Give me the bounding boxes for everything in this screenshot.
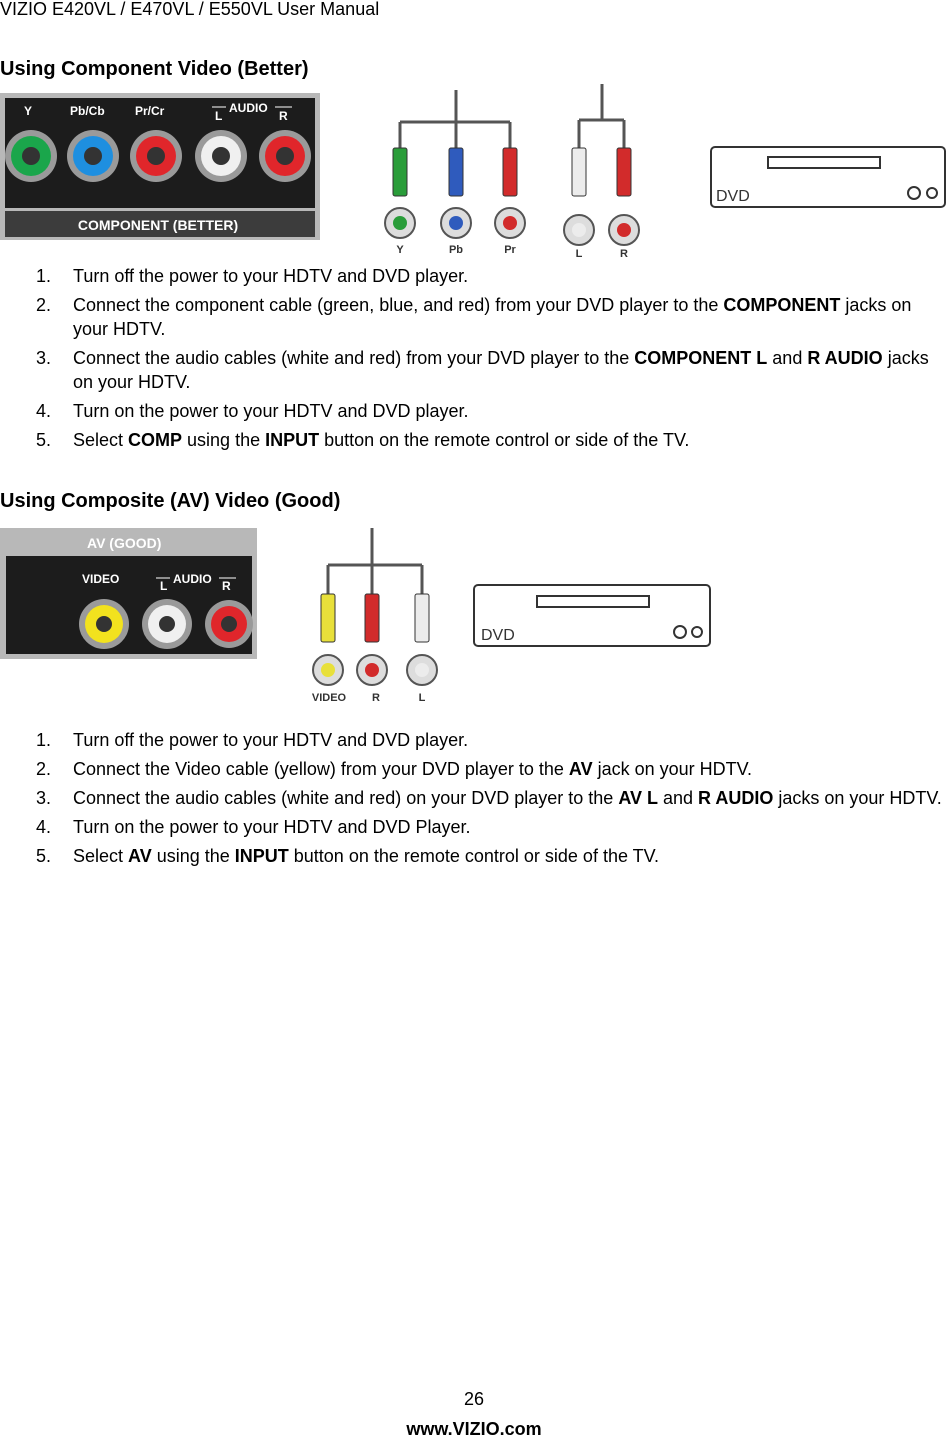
dvd-label: DVD <box>716 188 750 205</box>
component-cable-illustration <box>370 84 660 260</box>
step-text: Connect the component cable (green, blue, and red) from your DVD player to the <box>73 295 724 315</box>
step-text: Select <box>73 430 129 450</box>
step-emphasis: COMPONENT L <box>634 348 768 368</box>
step-number: 3. <box>36 348 52 368</box>
component-plug-audio-l <box>564 148 594 245</box>
cable-label-av-l: L <box>418 692 426 704</box>
cable-label-video: VIDEO <box>311 692 347 704</box>
panel-label-av-audio: AUDIO <box>173 572 212 586</box>
component-jack-y <box>5 130 57 182</box>
component-jack-audio-r <box>259 130 311 182</box>
step-emphasis: AV <box>568 759 593 779</box>
step-number: 1. <box>36 730 52 750</box>
panel-label-video: VIDEO <box>82 572 120 586</box>
dvd-button <box>908 187 920 199</box>
step-text: button on the remote control or side of the TV. <box>288 846 659 866</box>
av-jack-audio-l <box>142 599 192 649</box>
cable-label-av-r: R <box>372 692 380 704</box>
step-item <box>0 757 948 781</box>
panel-label-prcr: Pr/Cr <box>135 104 165 118</box>
step-text: Turn on the power to your HDTV and DVD Player. <box>73 817 471 837</box>
dvd-button <box>692 627 702 637</box>
step-text: using the <box>151 846 235 866</box>
step-text: jacks on your HDTV. <box>773 788 942 808</box>
step-text: Connect the audio cables (white and red) from your DVD player to the <box>73 348 635 368</box>
step-text: Connect the Video cable (yellow) from your DVD player to the <box>73 759 569 779</box>
step-text: and <box>657 788 699 808</box>
dvd-button <box>927 188 937 198</box>
component-plug-y <box>385 148 415 238</box>
step-emphasis: AV <box>128 846 152 866</box>
av-jack-video <box>79 599 129 649</box>
step-item <box>0 728 948 752</box>
step-item <box>0 346 948 394</box>
step-text: and <box>767 348 808 368</box>
av-panel-header: AV (GOOD) <box>87 535 162 551</box>
component-jack-audio-l <box>195 130 247 182</box>
footer-website: www.VIZIO.com <box>406 1419 542 1439</box>
panel-label-audio-r: R <box>279 109 288 123</box>
step-text: Select <box>73 846 129 866</box>
step-emphasis: R AUDIO <box>807 348 883 368</box>
panel-label-audio: AUDIO <box>229 101 268 115</box>
component-panel-illustration <box>0 93 320 240</box>
composite-plug-video <box>313 594 343 685</box>
component-section-title: Using Component Video (Better) <box>0 58 309 80</box>
step-item <box>0 399 948 423</box>
step-emphasis: INPUT <box>265 430 320 450</box>
step-number: 2. <box>36 759 52 779</box>
panel-label-pbcb: Pb/Cb <box>70 104 105 118</box>
manual-header: VIZIO E420VL / E470VL / E550VL User Manual <box>0 0 380 19</box>
component-plug-pr <box>495 148 525 238</box>
composite-plug-audio-r <box>357 594 387 685</box>
step-emphasis: INPUT <box>234 846 289 866</box>
step-text: using the <box>182 430 266 450</box>
av-jack-audio-r <box>205 600 253 648</box>
step-item <box>0 264 948 288</box>
cable-label-r: R <box>620 248 628 260</box>
step-number: 4. <box>36 817 52 837</box>
step-item <box>0 428 948 452</box>
step-number: 1. <box>36 266 52 286</box>
step-text: Connect the audio cables (white and red) on your DVD player to the <box>73 788 619 808</box>
step-text: Turn off the power to your HDTV and DVD player. <box>73 730 469 750</box>
step-item <box>0 786 948 810</box>
component-jack-pr <box>130 130 182 182</box>
component-dvd-player <box>710 146 946 208</box>
step-text: Turn off the power to your HDTV and DVD player. <box>73 266 469 286</box>
step-emphasis: R AUDIO <box>698 788 774 808</box>
step-text: jack on your HDTV. <box>592 759 752 779</box>
step-item <box>0 844 948 868</box>
cable-label-pr: Pr <box>504 244 516 256</box>
panel-label-av-r: R <box>222 579 231 593</box>
dvd-button <box>674 626 686 638</box>
component-panel-caption: COMPONENT (BETTER) <box>77 217 239 233</box>
composite-cable-illustration <box>300 528 450 706</box>
page-number: 26 <box>463 1389 485 1409</box>
composite-section-title: Using Composite (AV) Video (Good) <box>0 490 341 512</box>
panel-label-audio-l: L <box>215 109 223 123</box>
panel-label-y: Y <box>24 104 33 118</box>
step-number: 3. <box>36 788 52 808</box>
step-emphasis: COMPONENT <box>723 295 841 315</box>
step-number: 5. <box>36 846 52 866</box>
step-text: Turn on the power to your HDTV and DVD player. <box>73 401 469 421</box>
component-steps-list <box>0 264 948 457</box>
dvd-label: DVD <box>481 627 515 644</box>
composite-panel-illustration <box>0 528 257 659</box>
step-text: jacks on your HDTV. <box>73 295 912 339</box>
step-text: button on the remote control or side of the TV. <box>319 430 690 450</box>
step-emphasis: AV L <box>618 788 658 808</box>
component-plug-pb <box>441 148 471 238</box>
step-number: 4. <box>36 401 52 421</box>
step-number: 5. <box>36 430 52 450</box>
composite-steps-list <box>0 728 948 873</box>
component-jack-pb <box>67 130 119 182</box>
composite-plug-audio-l <box>407 594 437 685</box>
step-item <box>0 293 948 341</box>
cable-label-y: Y <box>396 244 404 256</box>
step-item <box>0 815 948 839</box>
step-emphasis: COMP <box>128 430 183 450</box>
cable-label-pb: Pb <box>448 244 464 256</box>
panel-label-av-l: L <box>160 579 168 593</box>
composite-dvd-player <box>473 584 711 647</box>
step-number: 2. <box>36 295 52 315</box>
step-text: jacks on your HDTV. <box>73 348 929 392</box>
cable-label-l: L <box>575 248 583 260</box>
component-plug-audio-r <box>609 148 639 245</box>
